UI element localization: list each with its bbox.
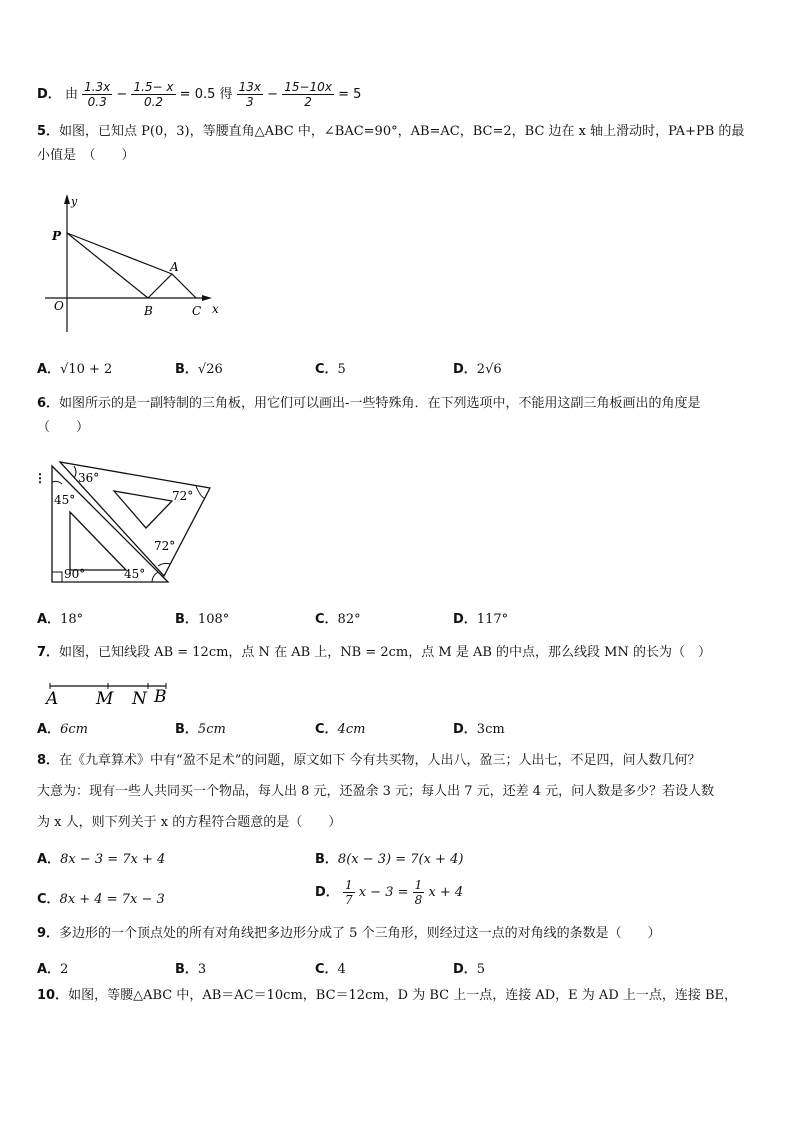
question-text: 大意为：现有一些人共同买一个物品，每人出 8 元，还盈余 3 元；每人出 7 元，还差 4 元，问人数是多少？若设人数 [37, 784, 715, 799]
q6-option-d[interactable]: D．117° [453, 612, 509, 627]
question-text: 如图，等腰△ABC 中，AB＝AC＝10cm，BC＝12cm，D 为 BC 上一点，连接 AD，E 为 AD 上一点，连接 BE， [68, 988, 738, 1003]
option-text: 6cm [60, 722, 88, 737]
option-text: 由 [64, 87, 78, 102]
option-text: 8(x − 3) = 7(x + 4) [337, 852, 464, 867]
option-text: 82° [337, 612, 361, 627]
fraction: $\frac{13x}{3}$ [238, 80, 262, 109]
q9-option-d[interactable]: D．5 [453, 962, 486, 977]
fraction: $\frac{15-10x}{2}$ [284, 80, 332, 109]
option-text: 3 [197, 962, 207, 977]
q5-option-c[interactable]: C．5 [315, 362, 346, 377]
option-text: 8x − 3 = 7x + 4 [60, 852, 166, 867]
q7-option-c[interactable]: C．4cm [315, 722, 366, 737]
option-text: 5cm [197, 722, 226, 737]
option-text: 18° [60, 612, 84, 627]
angle-label-45-top: 45° [54, 493, 76, 507]
angle-label-72-right: 72° [172, 489, 194, 503]
option-text: √26 [197, 362, 223, 377]
point-label-b: B [154, 687, 167, 707]
q5-figure [40, 192, 230, 342]
question-6 [37, 392, 767, 440]
option-text: 2√6 [476, 362, 502, 377]
option-text: 108° [197, 612, 230, 627]
angle-label-45-bottom: 45° [124, 567, 146, 581]
q7-option-b[interactable]: B．5cm [175, 722, 226, 737]
q7-option-a[interactable]: A．6cm [37, 722, 88, 737]
point-label-n: N [132, 689, 147, 709]
option-text: x − 3 = [358, 885, 409, 900]
point-label-c: C [192, 304, 202, 318]
option-text: √10 + 2 [60, 362, 113, 377]
question-text: 如图，已知线段 AB = 12cm，点 N 在 AB 上，NB = 2cm，点 M 是 AB 的中点，那么线段 MN 的长为（ ） [59, 645, 711, 660]
axis-label-y: y [71, 195, 78, 208]
question-number: 10． [37, 988, 69, 1003]
q6-option-c[interactable]: C．82° [315, 612, 361, 627]
fraction: $\frac{1}{8}$ [414, 878, 423, 907]
question-10 [37, 984, 777, 1008]
q7-figure [44, 676, 184, 710]
question-5 [37, 120, 767, 168]
fraction: $\frac{1.3x}{0.3}$ [84, 80, 111, 109]
question-number: 9． [37, 926, 60, 941]
question-number: 5． [37, 124, 60, 139]
q6-figure [34, 458, 224, 588]
equation-text: = 5 [338, 87, 362, 102]
svg-text:⋮: ⋮ [34, 471, 46, 485]
angle-label-90: 90° [64, 567, 86, 581]
option-text: 3cm [476, 722, 505, 737]
point-label-o: O [54, 299, 64, 313]
question-text: 如图所示的是一副特制的三角板，用它们可以画出-一些特殊角．在下列选项中，不能用这副三角板画出的角度是 [59, 396, 701, 411]
point-label-b: B [144, 304, 153, 318]
question-number: 6． [37, 396, 60, 411]
question-text: 为 x 人，则下列关于 x 的方程符合题意的是（ ） [37, 815, 342, 830]
point-label-a: A [46, 689, 59, 709]
option-text: 5 [476, 962, 486, 977]
question-7 [37, 641, 767, 665]
equation-text: = 0.5 得 [179, 87, 233, 102]
question-number: 7． [37, 645, 60, 660]
q8-option-a[interactable]: A．8x − 3 = 7x + 4 [37, 852, 166, 867]
q8-option-c[interactable]: C．8x + 4 = 7x − 3 [37, 892, 165, 907]
q4-option-d: D． 由 $\frac{1.3x}{0.3}$ − $\frac{1.5- x}{0.2}$ = 0.5 得 $\frac{13x}{3}$ − $\frac{15-10x}{2}$ = 5 [37, 80, 362, 109]
question-text: 多边形的一个顶点处的所有对角线把多边形分成了 5 个三角形，则经过这一点的对角线的条数是（ ） [59, 926, 661, 941]
fraction: $\frac{1.5- x}{0.2}$ [133, 80, 174, 109]
option-text: 4 [337, 962, 346, 977]
q8-option-d[interactable]: D． $\frac{1}{7}$ x − 3 = $\frac{1}{8}$ x + 4 [315, 878, 464, 907]
axis-label-x: x [212, 302, 219, 316]
question-number: 8． [37, 753, 60, 768]
q5-option-d[interactable]: D．2√6 [453, 362, 502, 377]
q5-option-b[interactable]: B．√26 [175, 362, 223, 377]
option-text: x + 4 [428, 885, 464, 900]
q7-option-d[interactable]: D．3cm [453, 722, 505, 737]
q8-option-b[interactable]: B．8(x − 3) = 7(x + 4) [315, 852, 464, 867]
q6-option-b[interactable]: B．108° [175, 612, 230, 627]
option-text: 8x + 4 = 7x − 3 [59, 892, 165, 907]
question-9 [37, 922, 767, 946]
point-label-a: A [170, 260, 179, 274]
q9-option-c[interactable]: C．4 [315, 962, 346, 977]
option-text: 5 [337, 362, 346, 377]
question-8 [37, 745, 767, 838]
angle-label-72-bottom: 72° [154, 539, 176, 553]
angle-label-36: 36° [78, 471, 100, 485]
question-text: （ ） [37, 420, 90, 435]
question-text: 在《九章算术》中有“盈不足术”的问题，原文如下 今有共买物，人出八，盈三；人出七，不足四，问人数几何？ [59, 753, 701, 768]
option-text: 2 [60, 962, 69, 977]
option-text: 117° [476, 612, 509, 627]
option-text: 4cm [337, 722, 366, 737]
q6-option-a[interactable]: A．18° [37, 612, 84, 627]
fraction: $\frac{1}{7}$ [344, 878, 353, 907]
option-label: D． [37, 87, 61, 102]
question-text: 如图，已知点 P(0，3)，等腰直角△ABC 中，∠BAC=90°，AB=AC，BC=2，BC 边在 x 轴上滑动时，PA+PB 的最 [59, 124, 745, 139]
q9-option-a[interactable]: A．2 [37, 962, 69, 977]
point-label-p: P [52, 229, 62, 243]
q5-option-a[interactable]: A．√10 + 2 [37, 362, 113, 377]
question-text: 小值是 （ ） [37, 148, 135, 163]
point-label-m: M [96, 689, 114, 709]
q9-option-b[interactable]: B．3 [175, 962, 207, 977]
